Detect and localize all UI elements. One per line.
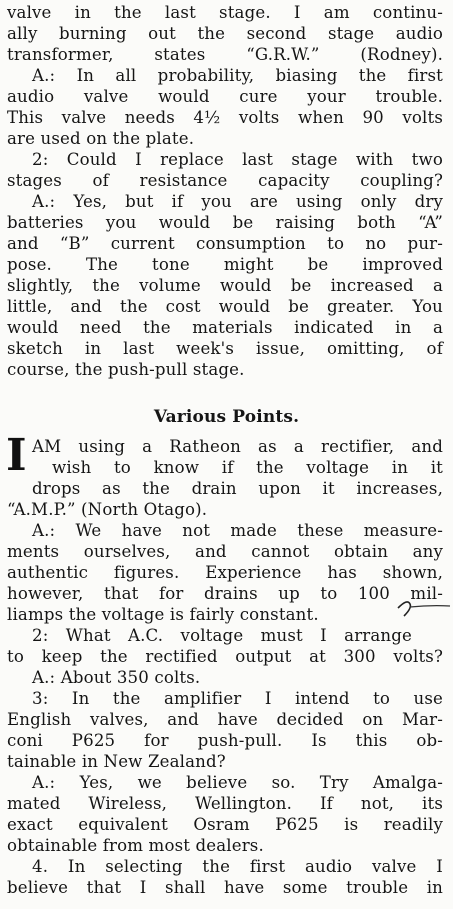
text-line: batteries you would be raising both “A” xyxy=(7,213,443,232)
text-line: liamps the voltage is fairly constant. xyxy=(7,605,319,624)
text-line: 3: In the amplifier I intend to use xyxy=(32,689,443,708)
text-line: mated Wireless, Wellington. If not, its xyxy=(7,794,443,813)
text-line: and “B” current consumption to no pur- xyxy=(7,234,443,253)
text-line: stages of resistance capacity coupling? xyxy=(7,171,443,190)
text-line: valve in the last stage. I am continu- xyxy=(7,3,443,22)
text-line: ally burning out the second stage audio xyxy=(7,24,443,43)
text-line: 2: What A.C. voltage must I arrange xyxy=(32,626,412,645)
text-line: however, that for drains up to 100 mil- xyxy=(7,584,443,603)
text-line: to keep the rectified output at 300 volts? xyxy=(7,647,443,666)
text-line: audio valve would cure your trouble. xyxy=(7,87,443,106)
text-line: pose. The tone might be improved xyxy=(7,255,443,274)
text-line: obtainable from most dealers. xyxy=(7,836,264,855)
text-line: A.: Yes, but if you are using only dry xyxy=(32,192,443,211)
text-line: believe that I shall have some trouble in xyxy=(7,878,443,897)
text-line: coni P625 for push-pull. Is this ob- xyxy=(7,731,443,750)
text-line: course, the push-pull stage. xyxy=(7,360,245,379)
text-line: exact equivalent Osram P625 is readily xyxy=(7,815,443,834)
text-line: drops as the drain upon it increases, xyxy=(32,479,443,498)
text-line: 4. In selecting the first audio valve I xyxy=(32,857,443,876)
pencil-mark-icon xyxy=(396,594,452,620)
section-heading: Various Points. xyxy=(153,407,300,427)
text-line: 2: Could I replace last stage with two xyxy=(32,150,443,169)
text-line: This valve needs 4½ volts when 90 volts xyxy=(7,108,443,127)
text-line: transformer, states “G.R.W.” (Rodney). xyxy=(7,45,443,64)
text-line: ments ourselves, and cannot obtain any xyxy=(7,542,443,561)
text-line: sketch in last week's issue, omitting, of xyxy=(7,339,443,358)
text-line: English valves, and have decided on Mar- xyxy=(7,710,443,729)
text-line: are used on the plate. xyxy=(7,129,195,148)
text-line: AM using a Ratheon as a rectifier, and xyxy=(32,437,443,456)
text-line: wish to know if the voltage in it xyxy=(52,458,443,477)
text-line: little, and the cost would be greater. You xyxy=(7,297,443,316)
text-line: “A.M.P.” (North Otago). xyxy=(7,500,208,519)
text-line: A.: In all probability, biasing the first xyxy=(32,66,443,85)
drop-cap: I xyxy=(6,430,27,481)
text-line: authentic figures. Experience has shown, xyxy=(7,563,443,582)
text-line: tainable in New Zealand? xyxy=(7,752,226,771)
text-line: A.: Yes, we believe so. Try Amalga- xyxy=(32,773,443,792)
text-line: slightly, the volume would be increased a xyxy=(7,276,443,295)
text-line: A.: About 350 colts. xyxy=(32,668,201,687)
text-line: A.: We have not made these measure- xyxy=(32,521,443,540)
text-line: would need the materials indicated in a xyxy=(7,318,443,337)
